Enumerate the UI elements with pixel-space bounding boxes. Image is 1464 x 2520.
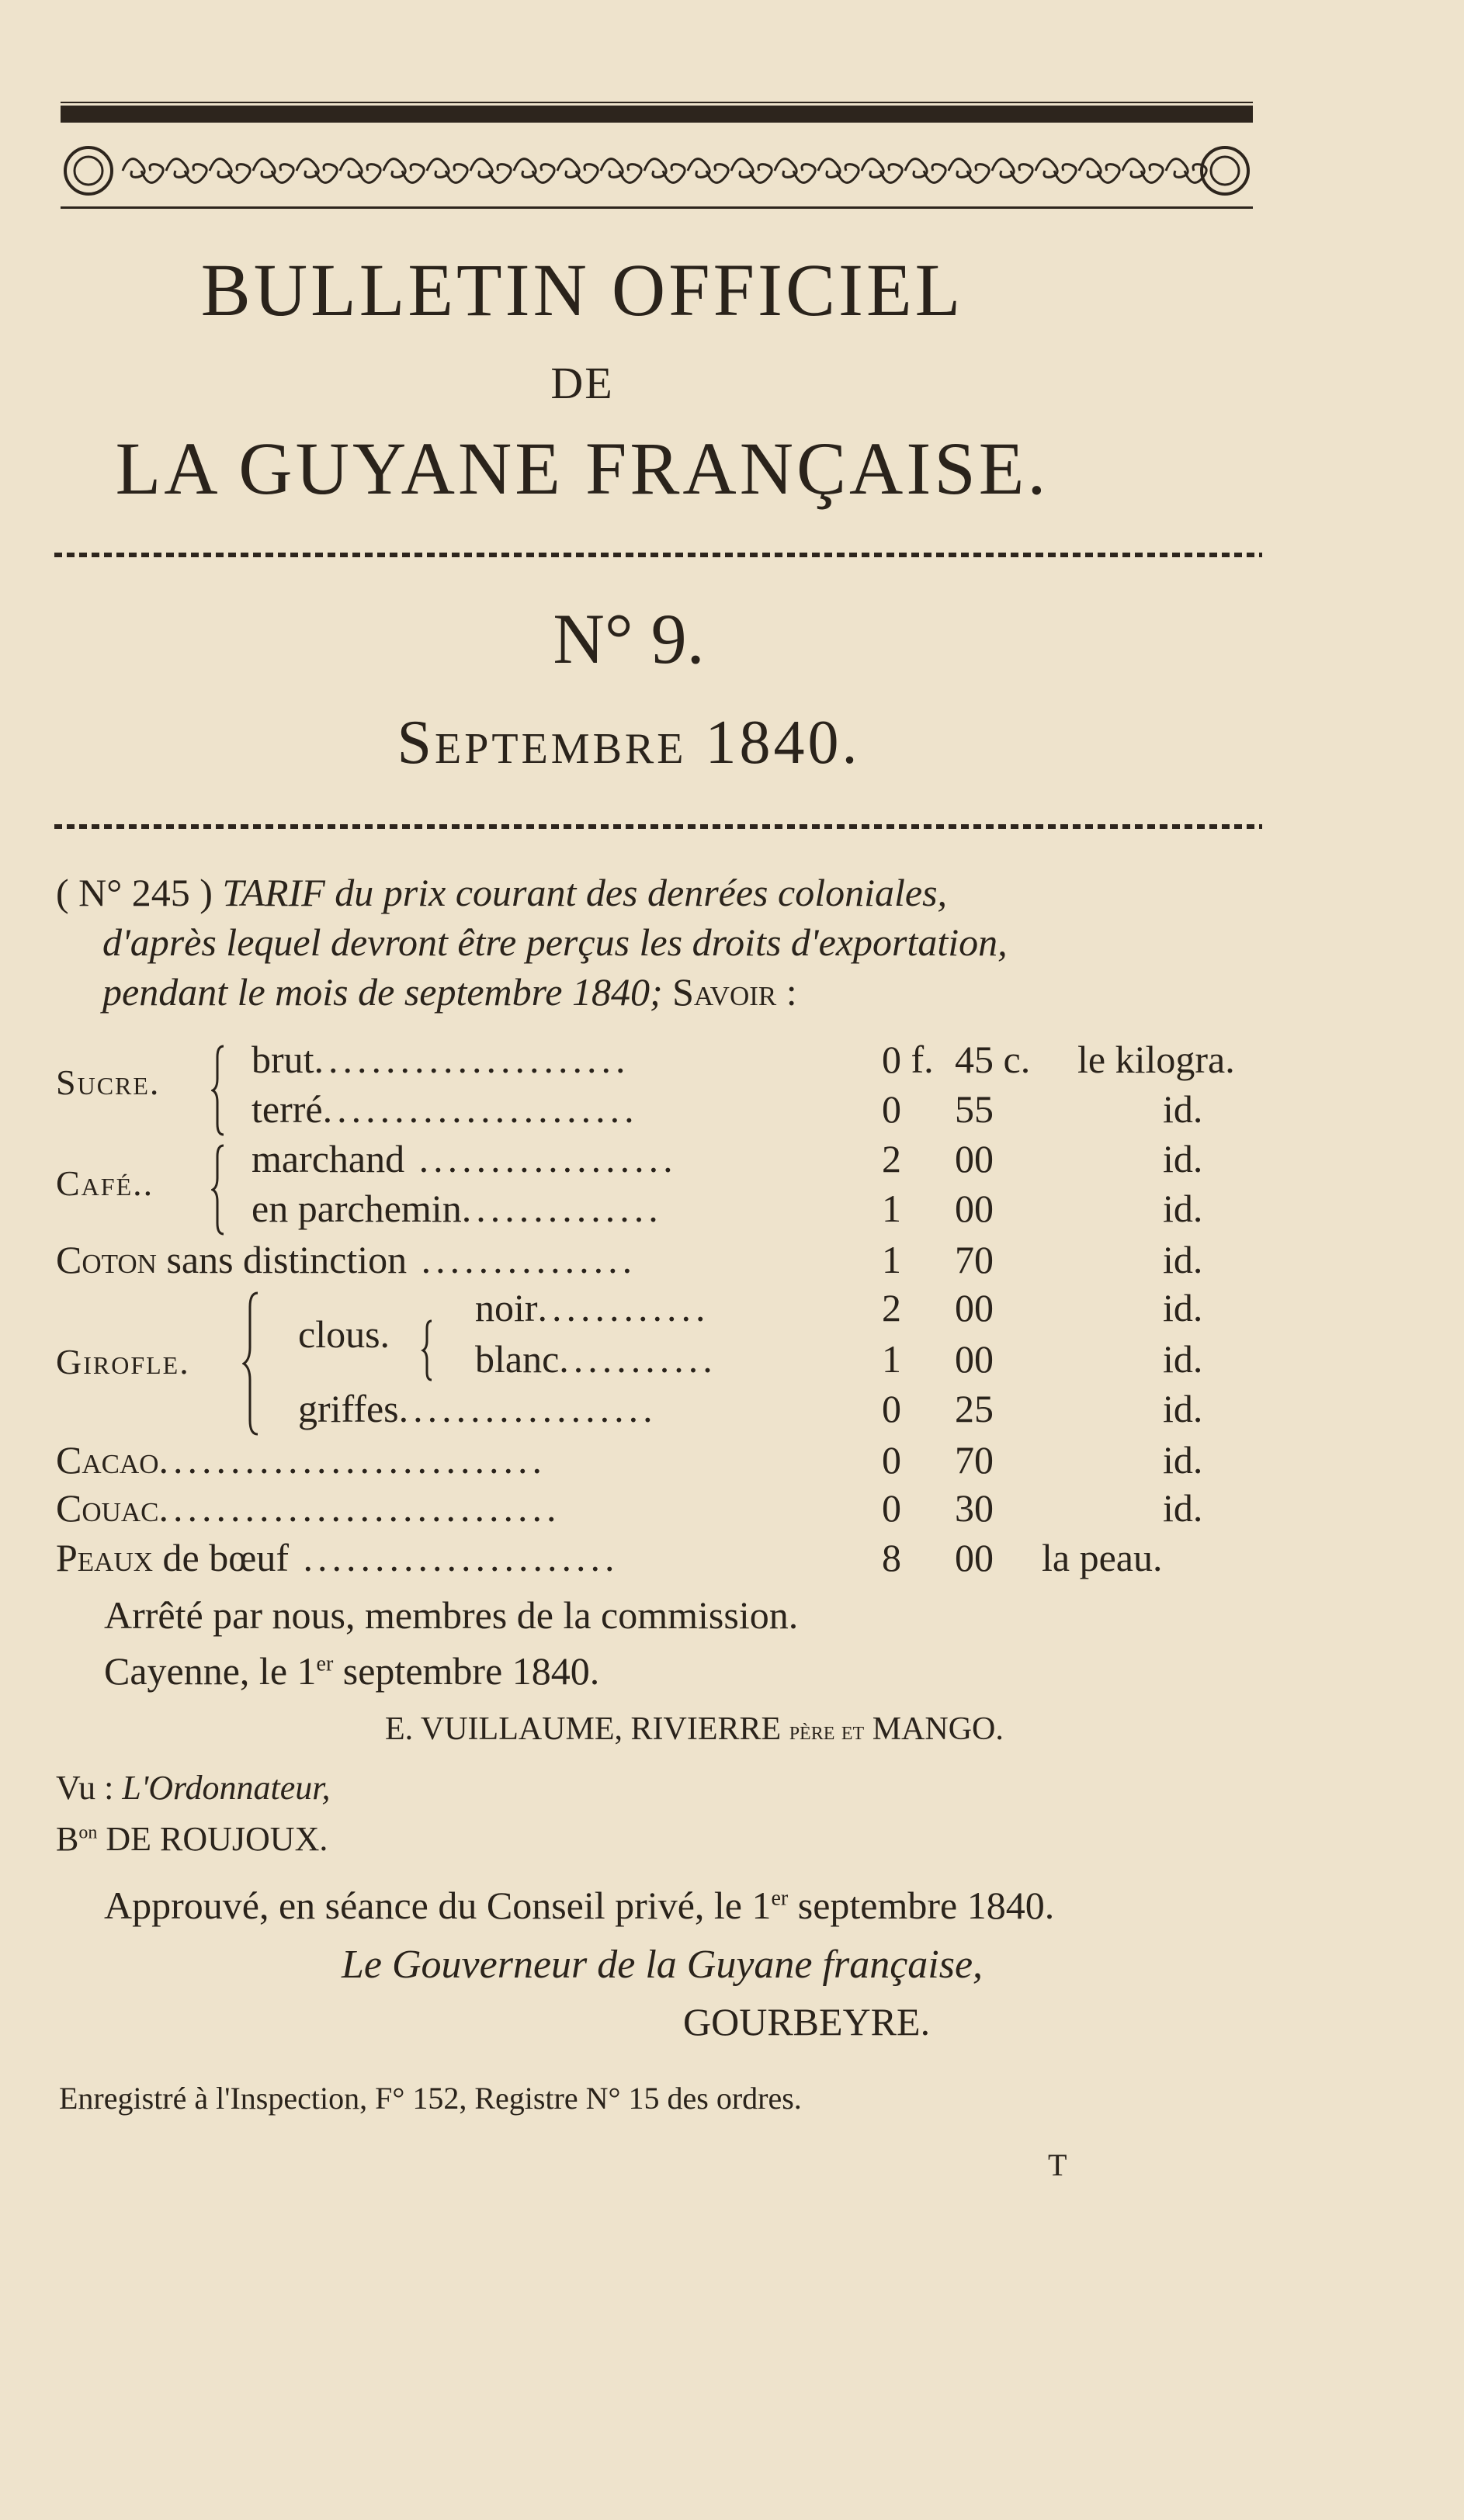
brace-girofle bbox=[242, 1291, 261, 1436]
gouverneur-title: Le Gouverneur de la Guyane française, bbox=[342, 1943, 984, 1987]
price-c: 70 bbox=[955, 1238, 994, 1281]
registration-note: Enregistré à l'Inspection, F° 152, Registre N° 15 des ordres. bbox=[59, 2081, 802, 2116]
item-girofle-blanc: blanc........... bbox=[475, 1337, 717, 1381]
intro-line-1-text: du prix courant des denrées coloniales, bbox=[335, 871, 948, 914]
price-f: 1 bbox=[882, 1337, 901, 1381]
item-girofle-clous: clous. bbox=[298, 1312, 390, 1356]
price-unit: id. bbox=[1163, 1087, 1203, 1131]
cat-sucre: Sucre. bbox=[56, 1062, 161, 1102]
item-cafe-parchemin: en parchemin.............. bbox=[252, 1187, 663, 1230]
item-couac: Couac............................ bbox=[56, 1486, 561, 1530]
approuve-line: Approuvé, en séance du Conseil privé, le 1er septembre 1840. bbox=[104, 1884, 1055, 1927]
price-c: 70 bbox=[955, 1438, 994, 1482]
item-coton: Coton sans distinction ............... bbox=[56, 1238, 637, 1281]
cat-cafe: Café.. bbox=[56, 1163, 154, 1203]
dashed-rule-2 bbox=[54, 821, 1262, 832]
vu-line: Vu : L'Ordonnateur, bbox=[56, 1769, 331, 1807]
price-f: 0 f. bbox=[882, 1038, 934, 1081]
title-bulletin: BULLETIN OFFICIEL bbox=[200, 248, 964, 331]
price-c: 25 bbox=[955, 1387, 994, 1430]
cayenne-date: Cayenne, le 1er septembre 1840. bbox=[104, 1649, 600, 1693]
price-f: 1 bbox=[882, 1187, 901, 1230]
price-unit: le kilogra. bbox=[1077, 1038, 1235, 1081]
item-cafe-marchand: marchand .................. bbox=[252, 1137, 678, 1180]
price-c: 00 bbox=[955, 1536, 994, 1579]
gourbeyre-signature: GOURBEYRE. bbox=[683, 2000, 931, 2043]
price-unit: id. bbox=[1163, 1286, 1203, 1329]
price-c: 55 bbox=[955, 1087, 994, 1131]
price-unit: id. bbox=[1163, 1486, 1203, 1530]
price-c: 30 bbox=[955, 1486, 994, 1530]
price-unit: la peau. bbox=[1042, 1536, 1163, 1579]
intro-line-3 bbox=[56, 967, 1267, 1017]
price-f: 0 bbox=[882, 1387, 901, 1430]
ornament-band bbox=[61, 141, 1253, 200]
savoir-label: Savoir : bbox=[672, 970, 797, 1014]
price-f: 0 bbox=[882, 1486, 901, 1530]
signature-mark: T bbox=[1048, 2147, 1067, 2182]
intro-line-3-text: pendant le mois de septembre 1840; bbox=[102, 970, 663, 1014]
dashed-rule-1 bbox=[54, 549, 1262, 560]
baron-roujoux: $B^{on}$ DE ROUJOUX. bbox=[56, 1820, 328, 1858]
price-f: 8 bbox=[882, 1536, 901, 1579]
intro-line-2 bbox=[56, 917, 1267, 967]
act-number: ( N° 245 ) bbox=[56, 871, 213, 914]
tariff-intro bbox=[56, 868, 1267, 1017]
ornament-underline bbox=[61, 206, 1253, 209]
header-rule bbox=[61, 106, 1253, 123]
price-c: 00 bbox=[955, 1187, 994, 1230]
brace-sucre bbox=[211, 1045, 227, 1136]
price-f: 0 bbox=[882, 1438, 901, 1482]
item-girofle-griffes: griffes.................. bbox=[298, 1387, 657, 1430]
title-de: DE bbox=[550, 358, 614, 408]
price-unit: id. bbox=[1163, 1387, 1203, 1430]
price-c: 45 c. bbox=[955, 1038, 1031, 1081]
price-f: 2 bbox=[882, 1137, 901, 1180]
intro-line-2-text: d'après lequel devront être perçus les droits d'exportation, bbox=[102, 920, 1008, 964]
item-sucre-brut: brut...................... bbox=[252, 1038, 630, 1081]
intro-line-1 bbox=[56, 868, 1267, 917]
price-c: 00 bbox=[955, 1286, 994, 1329]
arrete-line: Arrêté par nous, membres de la commission. bbox=[104, 1593, 799, 1637]
price-unit: id. bbox=[1163, 1238, 1203, 1281]
price-unit: id. bbox=[1163, 1187, 1203, 1230]
item-cacao: Cacao........................... bbox=[56, 1438, 547, 1482]
title-guyane: LA GUYANE FRANÇAISE. bbox=[115, 427, 1049, 510]
item-sucre-terre: terré...................... bbox=[252, 1087, 639, 1131]
item-girofle-noir: noir............ bbox=[475, 1286, 710, 1329]
issue-month: Septembre 1840. bbox=[397, 709, 861, 777]
price-f: 0 bbox=[882, 1087, 901, 1131]
price-c: 00 bbox=[955, 1137, 994, 1180]
price-unit: id. bbox=[1163, 1337, 1203, 1381]
item-peaux: Peaux de bœuf ...................... bbox=[56, 1536, 619, 1579]
commission-signers: E. VUILLAUME, RIVIERRE père et MANGO. bbox=[385, 1711, 1004, 1747]
price-unit: id. bbox=[1163, 1137, 1203, 1180]
brace-cafe bbox=[211, 1144, 227, 1236]
price-f: 1 bbox=[882, 1238, 901, 1281]
price-f: 2 bbox=[882, 1286, 901, 1329]
cat-girofle: Girofle. bbox=[56, 1342, 190, 1381]
price-unit: id. bbox=[1163, 1438, 1203, 1482]
issue-number: N° 9. bbox=[553, 599, 705, 678]
brace-clous bbox=[421, 1319, 435, 1381]
tarif-word: TARIF bbox=[222, 871, 325, 914]
price-c: 00 bbox=[955, 1337, 994, 1381]
